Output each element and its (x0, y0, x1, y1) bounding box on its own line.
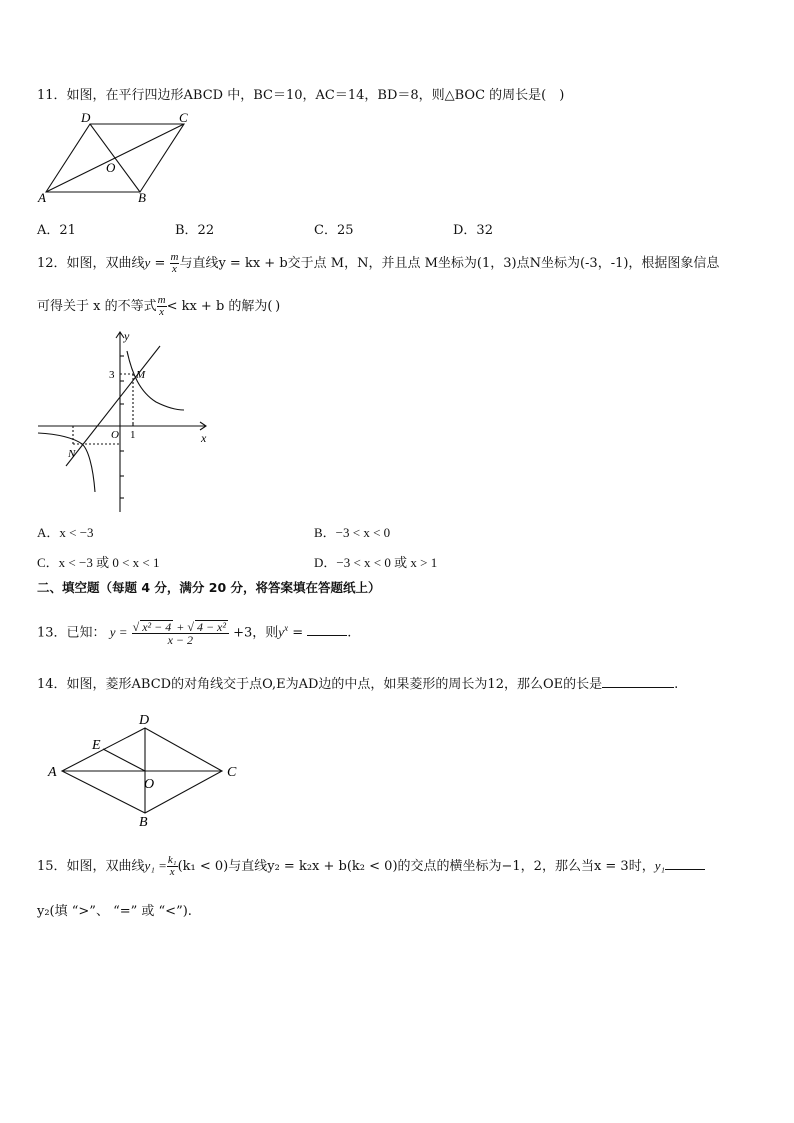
q11-label-a: A (38, 190, 46, 205)
q14-answer-blank[interactable] (602, 675, 674, 688)
q13-radicand-a: x² − 4 (142, 619, 172, 634)
q15-line2: y₂(填 “>”、 “=” 或 “<”). (37, 904, 192, 919)
q14-label-e: E (92, 738, 101, 753)
q12-axis-y-label: y (124, 329, 130, 343)
q12-line1: 12．如图，双曲线y = $\frac{m}{x}$ 与直线y = kx + b交于点 M，N，并且点 M坐标为(1，3)点N坐标为(-3，-1)，根据图象信息 (37, 251, 720, 275)
q12-line-expr: 与直线y = kx + b交于点 M，N，并且点 M坐标为(1，3)点N坐标为(-3，-1)，根据图象信息 (179, 256, 720, 271)
q14-label-c: C (227, 765, 237, 780)
q12-option-b: B．−3 < x < 0 (314, 525, 391, 540)
q12-option-d: D．−3 < x < 0 或 x > 1 (314, 555, 438, 570)
q15-frac-num: k₁ (167, 854, 177, 866)
q14-line: 14．如图，菱形ABCD的对角线交于点O,E为AD边的中点，如果菱形的周长为12，那么OE的长是 . (37, 677, 679, 692)
q12-graph-figure (36, 326, 216, 516)
q12-frac-num: m (170, 251, 179, 263)
q13-prefix: 13．已知： (37, 625, 106, 641)
q11-option-d: D．32 (453, 223, 493, 238)
q14-rhombus-figure (40, 708, 250, 838)
q15-frac-den: x (167, 866, 178, 878)
q13-tail: +3，则 (233, 625, 279, 641)
q12-option-c: C．x < −3 或 0 < x < 1 (37, 555, 160, 570)
q11-stem: 11．如图，在平行四边形ABCD 中，BC＝10，AC＝14，BD＝8，则△BOC 的周长是( ) (37, 88, 565, 103)
q13-y-eq: y = (109, 624, 128, 640)
q12-option-a: A．x < −3 (37, 525, 94, 540)
q12-axis-x-label: x (201, 431, 207, 445)
q12-tick-3: 3 (109, 369, 115, 381)
q13-denominator: x − 2 (132, 633, 229, 646)
q15-line1: 15．如图，双曲线y₁ = $\frac{\text{k₁}}{x}$ (k₁ < 0)与直线y₂ = k₂x + b(k₂ < 0)的交点的横坐标为−1，2，那么当x = 3时，y₁ (37, 848, 705, 885)
q12-line2-prefix: 可得关于 x 的不等式 (37, 299, 157, 314)
q13-fraction: $\frac{\text{√ x² − 4 + √ 4 − x²}}{x - 2}$ (132, 620, 229, 646)
q11-parallelogram-figure (34, 110, 204, 205)
q11-label-d: D (81, 110, 91, 125)
q14-label-b: B (139, 815, 148, 830)
q13-answer-blank[interactable] (307, 623, 347, 636)
q14-label-a: A (48, 765, 57, 780)
q12-prefix: 12．如图，双曲线 (37, 256, 145, 271)
q11-label-c: C (179, 110, 188, 125)
q15-mid: (k₁ < 0)与直线y₂ = k₂x + b(k₂ < 0)的交点的横坐标为−1，2，那么当x = 3时， (177, 859, 655, 874)
q13-radicand-b: 4 − x² (196, 619, 226, 634)
q12-frac-den: x (170, 263, 180, 275)
q15-answer-blank[interactable] (665, 857, 705, 870)
q13-line: 13．已知： y = $\frac{\text{√ x² − 4 + √ 4 − x²}}{x - 2}$ +3，则$y^x$ = . (37, 619, 352, 647)
q12-point-m: M (136, 369, 146, 381)
q14-label-d: D (139, 713, 150, 728)
q14-text: 14．如图，菱形ABCD的对角线交于点O,E为AD边的中点，如果菱形的周长为12，那么OE的长是 (37, 677, 603, 692)
q15-prefix: 15．如图，双曲线 (37, 859, 145, 874)
q11-label-o: O (106, 160, 116, 175)
q12-line2: 可得关于 x 的不等式 $\frac{m}{x}$ < kx + b 的解为( ) (37, 294, 281, 318)
q12-line2-suffix: < kx + b 的解为( ) (166, 299, 281, 314)
q12-tick-1: 1 (130, 429, 136, 441)
q12-point-n: N (68, 448, 76, 460)
q11-label-b: B (138, 190, 146, 205)
q14-label-o: O (144, 777, 155, 792)
q11-option-c: C．25 (314, 223, 354, 238)
section-fill-in-header: 二、填空题（每题 4 分，满分 20 分，将答案填在答题纸上） (37, 580, 381, 595)
q11-option-a: A．21 (37, 223, 76, 238)
q11-option-b: B．22 (175, 223, 215, 238)
q12-origin-label: O (111, 429, 119, 441)
